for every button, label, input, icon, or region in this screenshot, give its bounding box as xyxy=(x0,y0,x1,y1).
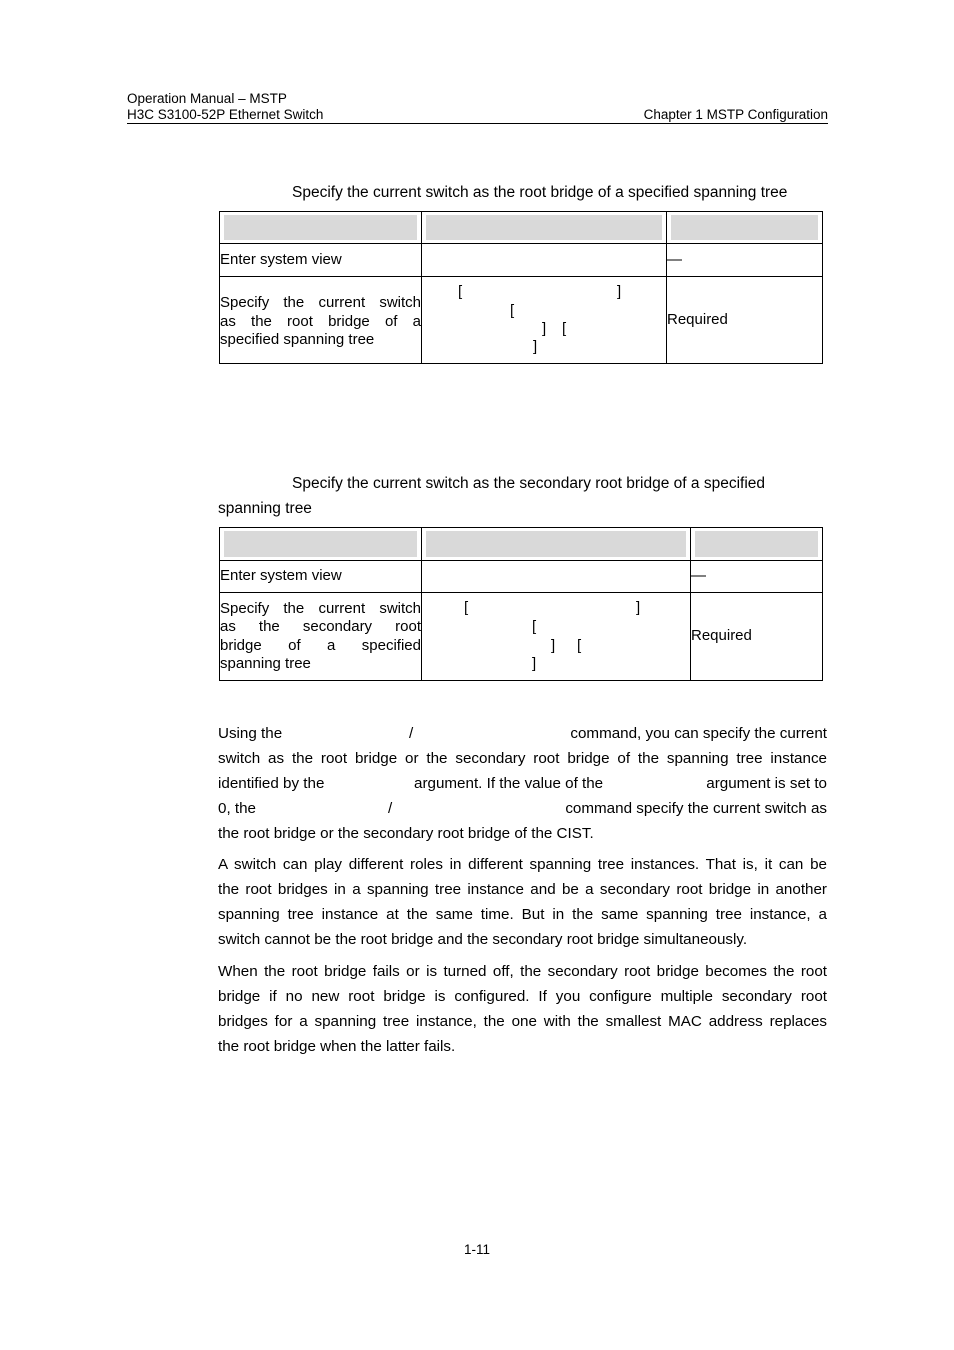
table2-header-cell xyxy=(220,528,422,561)
header-manual-title: Operation Manual – MSTP xyxy=(127,91,287,106)
table2-operation-line: as the secondary root xyxy=(220,618,421,635)
table-row xyxy=(220,277,823,364)
bracket: ] xyxy=(617,283,622,300)
p1-line: the root bridge or the secondary root bridge of the CIST. xyxy=(218,825,594,842)
p2-line: switch cannot be the root bridge and the secondary root bridge simultaneously. xyxy=(218,931,748,948)
bracket: [ xyxy=(532,618,537,635)
p1-text: argument is set to xyxy=(706,775,827,792)
table1-command-cell xyxy=(422,277,667,364)
bracket: ] xyxy=(636,599,641,616)
table2-header-cell xyxy=(422,528,691,561)
table-row xyxy=(220,244,823,277)
table1-operation-line: Specify the current switch xyxy=(220,294,421,312)
table1-header-row xyxy=(220,212,823,244)
table1-operation-cell xyxy=(220,277,422,364)
header-product-name: H3C S3100-52P Ethernet Switch xyxy=(127,107,324,122)
p3-line: When the root bridge fails or is turned off, the secondary root bridge becomes the root xyxy=(218,963,827,980)
header-rule xyxy=(127,123,828,124)
p2-line: spanning tree instance at the same time. But in the same spanning tree instance, a xyxy=(218,906,827,923)
bracket: [ xyxy=(458,283,463,300)
table2-caption: Specify the current switch as the secondary root bridge of a specified xyxy=(292,475,765,492)
bracket: ] xyxy=(551,637,556,654)
table1-header-cell xyxy=(422,212,667,244)
p1-text: identified by the xyxy=(218,775,325,792)
p2-line: the root bridges in a spanning tree instance and be a secondary root bridge in another xyxy=(218,881,827,898)
table2-operation-cell: Enter system view xyxy=(220,561,422,593)
header-chapter: Chapter 1 MSTP Configuration xyxy=(643,107,828,122)
p3-line: bridges for a spanning tree instance, the one with the smallest MAC address replaces xyxy=(218,1013,827,1030)
table2 xyxy=(219,527,823,681)
table1-operation-line: as the root bridge of a xyxy=(220,312,421,330)
p1-text: command, you can specify the current xyxy=(570,725,827,742)
p1-text: Using the xyxy=(218,725,283,742)
table2-command-cell xyxy=(422,593,691,681)
table1 xyxy=(219,211,823,364)
table1-remarks-cell: — xyxy=(667,244,823,277)
p3-line: the root bridge when the latter fails. xyxy=(218,1038,456,1055)
p1-line: switch as the root bridge or the secondary root bridge of the spanning tree instance xyxy=(218,750,827,767)
table2-header-cell xyxy=(691,528,823,561)
table1-operation-cell: Enter system view xyxy=(220,244,422,277)
table2-command-cell xyxy=(422,561,691,593)
table2-operation-line: bridge of a specified xyxy=(220,636,421,654)
table2-operation-line: spanning tree xyxy=(220,655,311,672)
table1-caption: Specify the current switch as the root bridge of a specified spanning tree xyxy=(292,184,788,201)
bracket: ] xyxy=(542,320,547,337)
table2-remarks-cell: Required xyxy=(691,593,823,681)
table1-header-cell xyxy=(220,212,422,244)
table1-remarks-cell: Required xyxy=(667,277,823,364)
bracket: ] xyxy=(533,338,538,355)
p1-text: command specify the current switch as xyxy=(565,800,827,817)
table2-header-row xyxy=(220,528,823,561)
p1-text: argument. If the value of the xyxy=(414,775,604,792)
p1-slash: / xyxy=(388,800,393,817)
table2-operation-line: Specify the current switch xyxy=(220,599,421,617)
p1-text: 0, the xyxy=(218,800,256,817)
bracket: [ xyxy=(577,637,582,654)
table1-header-cell xyxy=(667,212,823,244)
table1-operation-line: specified spanning tree xyxy=(220,331,375,349)
p1-slash: / xyxy=(409,725,414,742)
table-row xyxy=(220,561,823,593)
table2-caption-continued: spanning tree xyxy=(218,500,312,517)
table2-operation-cell xyxy=(220,593,422,681)
page-number: 1-11 xyxy=(463,1242,491,1257)
p2-line: A switch can play different roles in different spanning tree instances. That is, it can be xyxy=(218,856,827,873)
p3-line: bridge if no new root bridge is configured. If you configure multiple secondary root xyxy=(218,988,827,1005)
bracket: [ xyxy=(510,302,515,319)
bracket: ] xyxy=(532,655,537,672)
table2-remarks-cell: — xyxy=(691,561,823,593)
bracket: [ xyxy=(562,320,567,337)
table-row xyxy=(220,593,823,681)
table1-command-cell xyxy=(422,244,667,277)
bracket: [ xyxy=(464,599,469,616)
